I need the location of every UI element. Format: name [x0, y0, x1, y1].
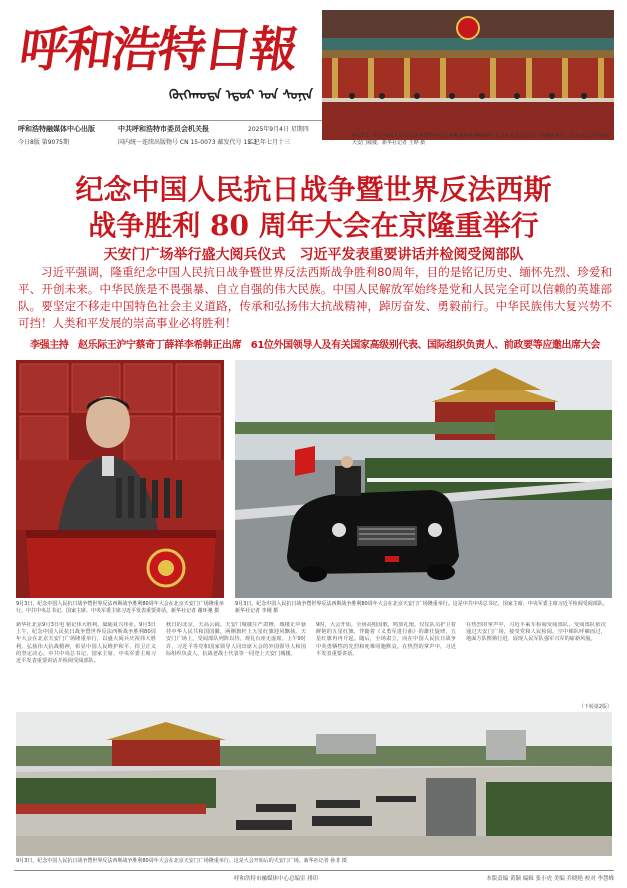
article-column-1: 新华社北京9月3日电 铭记伟大胜利，砥砺复兴伟业。9月3日上午，纪念中国人民抗日战争暨世界反法西斯战争胜利80周年大会在北京天安门广场隆重举行，以盛大阅兵庆祝伟大胜利、弘扬伟大抗战精神，彰显中国人民维护和平、捍卫正义的坚定决心。中共中央总书记、国家主席、中央军委主席习近平发表重要讲话并检阅受阅部队。 [16, 622, 156, 665]
masthead [14, 14, 314, 164]
lead-paragraph [18, 264, 612, 332]
panorama-photo-caption: 9月3日，纪念中国人民抗日战争暨世界反法西斯战争胜利80周年大会在北京天安门广场隆重举行。这是大会开始后的天安门广场。新华社记者 孙非 摄 [16, 858, 347, 864]
publication-date: 2025年9月4日 星期四 [248, 126, 309, 133]
speech-photo [16, 360, 224, 598]
subheadline: 天安门广场举行盛大阅兵仪式 习近平发表重要讲话并检阅受阅部队 [103, 247, 524, 263]
article-column-4: 在热烈的掌声中，习近平乘车检阅受阅部队。受阅部队依次通过天安门广场，接受党和人民检阅。空中梯队呼啸而过，地面方队铿锵行进，展现人民军队强军兴军的崭新风貌。 [466, 622, 606, 643]
parade-review-photo [235, 360, 612, 598]
footer-printer: 呼和浩特市融媒体中心总编室 排印 [234, 876, 319, 882]
footer [14, 870, 614, 884]
headline-line-2: 战争胜利 80 周年大会在京隆重举行 [88, 209, 539, 242]
headline-line-1: 纪念中国人民抗日战争暨世界反法西斯 [75, 173, 552, 206]
attendance-line: 李强主持 赵乐际王沪宁蔡奇丁薛祥李希韩正出席 61位外国领导人及有关国家高级别代表、国际组织负责人、前政要等应邀出席大会 [30, 340, 600, 351]
top-photo-caption: 9月3日，纪念中国人民抗日战争暨世界反法西斯战争胜利80周年大会在北京天安门广场隆重举行。这是大会开始前的天安门城楼。新华社记者 王晔 摄 [352, 133, 610, 146]
newspaper-title: 呼和浩特日報 [16, 22, 300, 78]
sponsor: 中共呼和浩特市委员会机关报 [118, 125, 209, 133]
publication-codes: 国内统一连续出版物号 CN 15-0073 邮发代号 15-3 [118, 139, 257, 146]
masthead-meta [18, 120, 324, 162]
tiananmen-rostrum-photo [322, 10, 614, 140]
footer-editors: 本版责编 黄颖 编辑 张小虎 美编 乔晓艳 校对 李慧峰 [486, 876, 614, 882]
square-panorama-photo [16, 712, 612, 856]
speech-photo-caption: 9月3日，纪念中国人民抗日战争暨世界反法西斯战争胜利80周年大会在北京天安门广场隆重举行。中共中央总书记、国家主席、中央军委主席习近平发表重要讲话。新华社记者 谢环驰 摄 [16, 601, 224, 614]
article-body [16, 622, 612, 708]
continued-note: （下转第2版） [578, 704, 612, 710]
parade-photo-caption: 9月3日，纪念中国人民抗日战争暨世界反法西斯战争胜利80周年大会在北京天安门广场隆重举行。这是中共中央总书记、国家主席、中央军委主席习近平检阅受阅部队。新华社记者 李刚 摄 [235, 601, 608, 614]
article-column-3: 9时，大会开始。全场高唱国歌，鸣放礼炮。仪仗队员护卫着鲜艳的五星红旗，伴随着《义勇军进行曲》的雄壮旋律，五星红旗冉冉升起。随后，全场肃立，向在中国人民抗日战争中英勇牺牲的先烈和死难同胞默哀。在热烈的掌声中，习近平发表重要讲话。 [316, 622, 456, 657]
article-column-2: 秋日的北京，天高云阔。天安门城楼庄严肃穆，城楼正中悬挂中华人民共和国国徽，两侧旗杆上五星红旗迎风飘扬。天安门广场上，受阅部队列阵以待，观礼台座无虚席。上午9时许，习近平等党和国家领导人同出席大会的外国领导人和国际组织负责人、抗战老战士代表等一同登上天安门城楼。 [166, 622, 306, 657]
issue-number: 今日8版 第9075期 [18, 139, 69, 146]
lead-text: 习近平强调，隆重纪念中国人民抗日战争暨世界反法西斯战争胜利80周年，目的是铭记历史、缅怀先烈、珍爱和平、开创未来。中华民族是不畏强暴、自立自强的伟大民族。中国人民解放军始终是党和人民完全可以信赖的英雄部队。要坚定不移走中国特色社会主义道路，传承和弘扬伟大抗战精神，踔厉奋发、勇毅前行。中华民族伟大复兴势不可挡！人类和平发展的崇高事业必将胜利！ [18, 265, 612, 330]
mongolian-title: ᠬᠥᠬᠡᠬᠣᠲᠠ ᠡᠳᠦᠷ ᠤᠨ ᠰᠣᠨᠢᠨ [169, 88, 313, 103]
lunar-date: 乙巳年七月十三 [248, 139, 291, 146]
publisher: 呼和浩特融媒体中心出版 [18, 125, 95, 133]
